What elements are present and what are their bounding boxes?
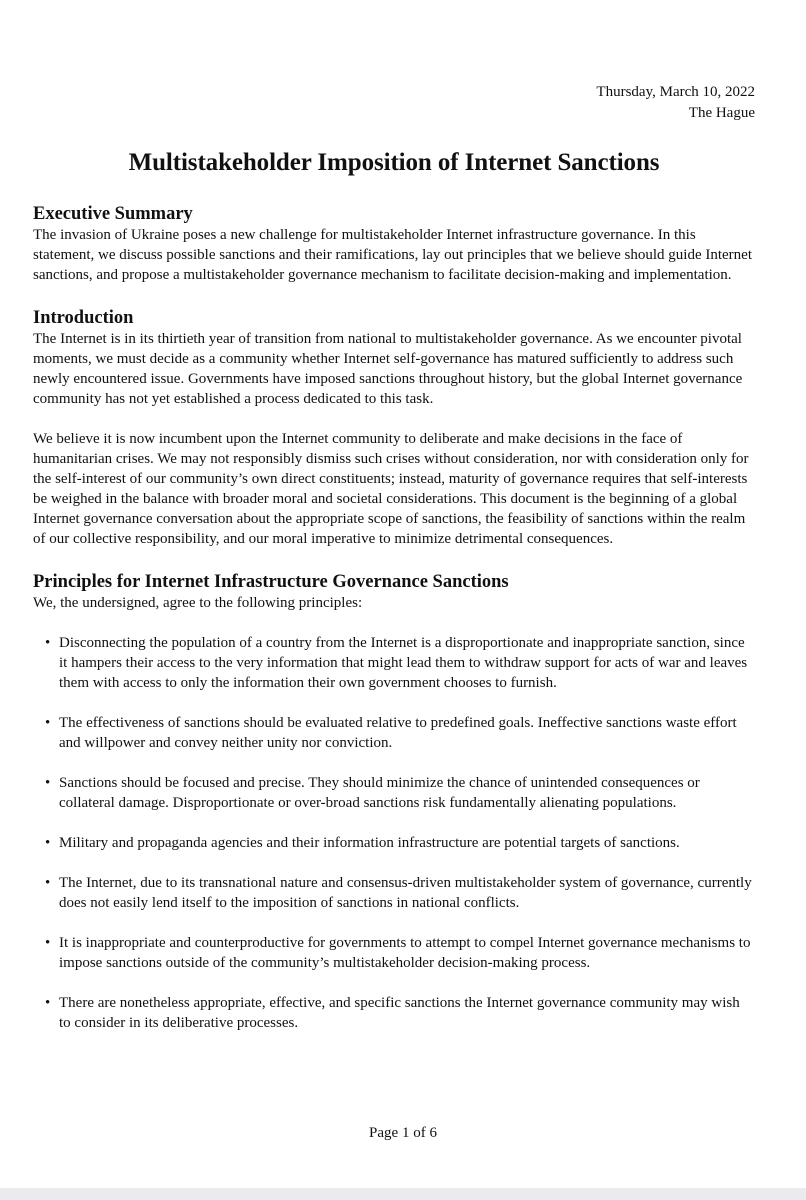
list-item-text: Military and propaganda agencies and their information infrastructure are potential targets of sanctions.: [59, 835, 680, 851]
list-item: [33, 713, 755, 753]
executive-summary-heading: Executive Summary: [33, 204, 193, 224]
bullet-icon: •: [45, 875, 51, 891]
introduction-section: [33, 307, 755, 549]
bullet-icon: •: [45, 715, 51, 731]
location-text: The Hague: [688, 105, 755, 121]
list-item-text: There are nonetheless appropriate, effective, and specific sanctions the Internet governance community may wish to consider in its deliberative processes.: [59, 995, 740, 1031]
list-item-text: Sanctions should be focused and precise. They should minimize the chance of unintended consequences or collateral damage. Disproportionate or over-broad sanctions risk fundamentally alienating populations.: [59, 775, 700, 811]
principles-section: [33, 571, 755, 1033]
document-title: Multistakeholder Imposition of Internet Sanctions: [128, 149, 660, 176]
list-item-text: It is inappropriate and counterproductive for governments to attempt to compel Internet governance mechanisms to impose sanctions outside of the community’s multistakeholder decision-making process.: [59, 935, 751, 971]
introduction-paragraph: The Internet is in its thirtieth year of transition from national to multistakeholder governance. As we encounter pivotal moments, we must decide as a community whether Internet self-governance has matured sufficiently to address such newly encountered issue. Governments have imposed sanctions throughout history, but the global Internet governance community has not yet established a process dedicated to this task.: [33, 331, 743, 407]
bullet-icon: •: [45, 775, 51, 791]
introduction-heading: Introduction: [33, 308, 134, 328]
date-text: Thursday, March 10, 2022: [596, 84, 755, 100]
list-item: [33, 873, 755, 913]
bullet-icon: •: [45, 635, 51, 651]
bullet-icon: •: [45, 995, 51, 1011]
page-number: Page 1 of 6: [369, 1125, 437, 1141]
list-item-text: The Internet, due to its transnational nature and consensus-driven multistakeholder system of governance, currently does not easily lend itself to the imposition of sanctions in national conflicts.: [59, 875, 752, 911]
dateline: [33, 82, 755, 124]
list-item: [33, 993, 755, 1033]
bullet-icon: •: [45, 835, 51, 851]
list-item: [33, 933, 755, 973]
principles-list: [33, 633, 755, 1033]
executive-summary-section: [33, 203, 755, 285]
list-item-text: The effectiveness of sanctions should be evaluated relative to predefined goals. Ineffective sanctions waste effort and willpower and convey neither unity nor conviction.: [59, 715, 737, 751]
executive-summary-text: The invasion of Ukraine poses a new challenge for multistakeholder Internet infrastructure governance. In this statement, we discuss possible sanctions and their ramifications, lay out principles that we believe should guide Internet sanctions, and propose a multistakeholder governance mechanism to facilitate decision-making and implementation.: [33, 227, 752, 283]
principles-heading: Principles for Internet Infrastructure Governance Sanctions: [33, 572, 509, 592]
list-item-text: Disconnecting the population of a country from the Internet is a disproportionate and inappropriate sanction, since it hampers their access to the very information that might lead them to withdraw support for acts of war and leaves them with access to only the information their own government chooses to furnish.: [59, 635, 748, 691]
principles-intro: We, the undersigned, agree to the following principles:: [33, 595, 363, 611]
list-item: [33, 773, 755, 813]
list-item: [33, 633, 755, 693]
introduction-paragraph: We believe it is now incumbent upon the Internet community to deliberate and make decisions in the face of humanitarian crises. We may not responsibly dismiss such crises without consideration, nor with consideration only for the self-interest of our community’s own direct constituents; instead, maturity of governance requires that self-interests be weighed in the balance with broader moral and societal considerations. This document is the beginning of a global Internet governance conversation about the appropriate scope of sanctions, the feasibility of sanctions within the realm of our collective responsibility, and our moral imperative to minimize detrimental consequences.: [33, 431, 749, 547]
list-item: [33, 833, 755, 853]
bullet-icon: •: [45, 935, 51, 951]
